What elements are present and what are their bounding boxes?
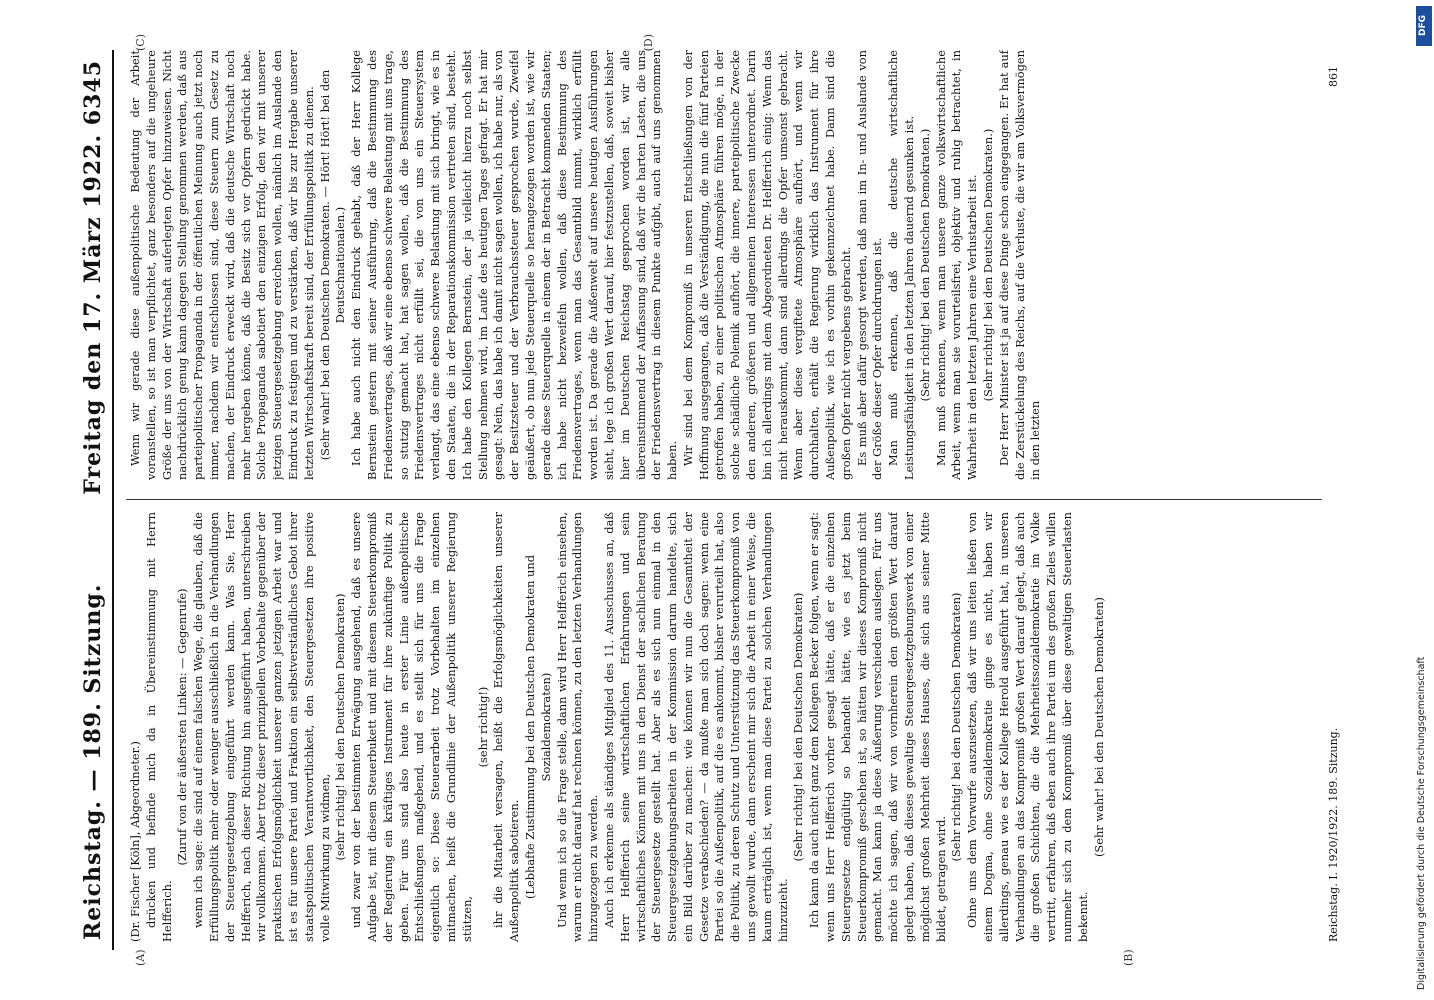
paragraph: Wenn wir gerade diese außenpolitische Bedeutung der Arbeit voranstellen, so ist man verpflichtet, ganz besonders auf die ungeheure Größe der uns von der Wirtschaft auferlegten Opfer hinzuweisen. Nicht nachdrücklich genug kann dagegen Stellung genommen werden, daß aus parteipolitischer Propaganda in der öffentlichen Meinung auch jetzt noch immer, nachdem wir entschlossen sind, diese Steuern zum Gesetz zu machen, der Eindruck erweckt wird, daß die deutsche Wirtschaft noch mehr hergeben könne, daß die Besitz sich vor Opfern gedrückt habe. Solche Propaganda sabotiert den einzigen Erfolg, den wir mit unserer jetzigen Steuergesetzgebung erreichen wollen, nämlich im Auslande den Eindruck zu festigen und zu verstärken, daß wir bis zur Hergabe unserer letzten Wirtschaftskraft bereit sind, der Erfüllungspolitik zu dienen. — [128, 50, 316, 480]
margin-marker-a: (A) — [134, 949, 147, 966]
paragraph: (Sehr richtig! bei den Deutschen Demokraten.) — [981, 128, 996, 402]
page-number: 861 — [1327, 66, 1340, 87]
running-header-left: Reichstag. — 189. Sitzung. — [80, 583, 106, 940]
digitization-caption-text: Digitalisierung gefördert durch die Deutsche Forschungsgemeinschaft — [1416, 656, 1427, 990]
document-page — [42, 30, 1392, 970]
paragraph: Ohne uns dem Vorwurfe auszusetzen, daß wir uns leiten ließen von einem Dogma, ohne Sozialdemokratie ginge es nicht, haben wir allerdings, genau wie es der Kollege Herold ausgeführt hat, in unseren Verhandlungen an das Kompromiß großen Wert darauf gelegt, daß auch die großen Schichten, die die Mehrheitssozialdemokratie im Volke vertritt, erfahren, daß eben auch ihre Partei um des großen Zieles willen nunmehr sich zu dem Kompromiß über diese gewaltigen Steuerlasten bekennt. — [965, 512, 1090, 942]
paragraph: und zwar von der bestimmten Erwägung ausgehend, daß es unsere Aufgabe ist, mit diesem Steuerbukett und mit diesem Steuerkompromiß der Regierung ein kräftiges Instrument für ihre zukünftige Politik zu geben. Für uns sind also heute in erster Linie außenpolitische Entschließungen maßgebend, und es stellt sich für uns die Frage eigentlich so: Diese Steuerarbeit trotz Vorbehalten im einzelnen mitmachen, heißt die Grundlinie der Außenpolitik unserer Regierung stützen, — [349, 512, 474, 942]
paragraph: (Sehr richtig! bei den Deutschen Demokraten.) — [917, 128, 932, 402]
paragraph: (Sehr wahr! bei den Deutschen Demokraten) — [1091, 597, 1106, 858]
paragraph: Und wenn ich so die Frage stelle, dann wird Herr Helfferich einsehen, warum er nicht darauf hat rechnen können, zu den letzten Verhandlungen hinzugezogen zu werden. — [554, 512, 601, 942]
paragraph: Ich kann da auch nicht ganz dem Kollegen Becker folgen, wenn er sagt: wenn uns Herr Helfferich vorher gesagt hätte, daß er die einzelnen Steuergesetze endgültig so behandelt hätte, wie es jetzt beim Steuerkompromiß geschehen ist, so hätten wir dieses Kompromiß nicht gemacht. Man kann ja diese Äußerung verschieden auslegen. Für uns möchte ich sagen, daß wir von vornherein den größten Wert darauf gelegt haben, daß dieses gewaltige Steuergesetzgebungswerk von einer möglichst großen Mehrheit dieses Hauses, die sich aus seiner Mitte bildet, getragen wird. — [807, 512, 948, 942]
paragraph: wenn ich sage: die sind auf einem falschen Wege, die glauben, daß die Erfüllungspolitik mehr oder weniger ausschließlich in die Verhandlungen der Steuergesetzgebung eingeführt werden kann. Was Sie, Herr Helfferich, nach dieser Richtung hin ausgeführt haben, unterschreiben wir vollkommen. Aber trotz dieser prinzipiellen Vorbehalte gegenüber der praktischen Erfolgsmöglichkeit unserer ganzen jetzigen Arbeit war und ist es für unsere Partei und Fraktion ein selbstverständliches Gebot ihrer staatspolitischen Verantwortlichkeit, den Steuergesetzen ihre positive volle Mitwirkung zu widmen, — [191, 512, 332, 942]
paragraph: (sehr richtig! bei den Deutschen Demokraten) — [333, 593, 348, 861]
paragraph: Der Herr Minister ist ja auf diese Dinge schon eingegangen. Er hat auf die Zerstückelung des Reichs, auf die Verluste, die wir am Volksvermögen in den letzten — [996, 50, 1043, 480]
paragraph: Wir sind bei dem Kompromiß in unseren Entschließungen von der Hoffnung ausgegangen, daß die Verständigung, die nun die fünf Parteien getroffen haben, zu einer politischen Atmosphäre führen möge, in der solche schädliche Polemik aufhört, die innere, parteipolitische Zwecke den anderen, größeren und allgemeinen Interessen unterordnet. Darin bin ich allerdings mit dem Abgeordneten Dr. Helfferich einig: Wenn das nicht herauskommt, dann sind allerdings die Opfer umsonst gebracht. Wenn aber diese vergiftete Atmosphäre aufhört, und wenn wir durchhalten, erhält die Regierung wirklich das Instrument für ihre Außenpolitik, wie ich es vorhin gekennzeichnet habe. Dann sind die großen Opfer nicht vergebens gebracht. — [680, 50, 853, 480]
header-rule — [112, 50, 114, 950]
paragraph: (Sehr wahr! bei den Deutschen Demokraten. — Hört! Hört! bei den Deutschnationalen.) — [317, 69, 348, 461]
margin-marker-c: (C) — [134, 34, 147, 51]
dfg-logo-text: DFG — [1418, 14, 1428, 36]
paragraph: (Sehr richtig! bei den Deutschen Demokraten) — [949, 592, 964, 862]
paragraph: (sehr richtig!) — [475, 686, 490, 768]
left-text-column — [128, 512, 1312, 942]
paragraph: Auch ich erkenne als ständiges Mitglied des 11. Ausschusses an, daß Herr Helfferich seine wirtschaftlichen Erfahrungen und sein wirtschaftliches Können mit uns in den Dienst der sachlichen Beratung der Steuergesetze gestellt hat. Aber als es sich nun einmal in den Steuergesetzgebungsarbeiten in der Kommission darum handelte, sich ein Bild darüber zu machen: wie können wir nun die Gesamtheit der Gesetze verabschieden? — da mußte man sich doch sagen: wenn eine Partei so die Außenpolitik, auf die es ankommt, bisher verurteilt hat, also die Politik, zu deren Schutz und Unterstützung das Steuerkompromiß von uns gewollt wurde, dann erscheint mir sich die Arbeit in einer Weise, die kaum erträglich ist, wenn man diese Partei zu solchen Verhandlungen hinzuzieht. — [601, 512, 790, 942]
running-header-right: Freitag den 17. März 1922. 6345 — [80, 60, 106, 495]
paragraph: (Zuruf von der äußersten Linken: — Gegenrufe) — [175, 588, 190, 866]
paragraph: Es muß aber dafür gesorgt werden, daß man im In- und Auslande von der Größe dieser Opfer durchdrungen ist. — [854, 50, 885, 480]
paragraph: drücken und befinde mich da in Übereinstimmung mit Herrn Helfferich. — [143, 512, 174, 942]
paragraph: Man muß erkennen, wenn man unsere ganze volkswirtschaftliche Arbeit, wenn man sie vorurteilsfrei, objektiv und ruhig betrachtet, in Wahrheit in den letzten Jahren eine Verlustarbeit ist. — [933, 50, 980, 480]
digitization-caption — [1416, 10, 1430, 990]
right-text-column — [128, 50, 1312, 480]
paragraph: Man muß erkennen, daß die deutsche wirtschaftliche Leistungsfähigkeit in den letzten Jahren dauernd gesunken ist. — [886, 50, 917, 480]
column-divider — [126, 499, 1322, 500]
paragraph: ihr die Mitarbeit versagen, heißt die Erfolgsmöglichkeiten unserer Außenpolitik sabotieren. — [491, 512, 522, 942]
margin-marker-d: (D) — [642, 34, 655, 52]
margin-marker-b: (B) — [1122, 949, 1135, 966]
paragraph: (Lebhafte Zustimmung bei den Deutschen Demokraten und Sozialdemokraten) — [522, 554, 553, 900]
paragraph: (Dr. Fischer [Köln], Abgeordneter.) — [128, 741, 142, 942]
paragraph: Ich habe auch nicht den Eindruck gehabt, daß der Herr Kollege Bernstein gestern mit seiner Ausführung, daß die Bestimmung des Friedensvertrages, daß wir eine ebenso schwere Belastung mit uns trage, so stutzig gemacht hat, hat sagen wollen, daß die Bestimmung des Friedensvertrages nicht erfüllt sei, die von uns ein Steuersystem verlangt, das eine ebenso schwere Belastung mit sich bringt, wie es in den Staaten, die in der Reparationskommission vertreten sind, besteht. Ich habe den Kollegen Bernstein, der ja vielleicht hierzu noch selbst Stellung nehmen wird, im Laufe des heutigen Tages gefragt. Er hat mir gesagt: Nein, das habe ich damit nicht sagen wollen, ich habe nur, als von der Besitzsteuer und der Verbrauchssteuer gesprochen wurde, Zweifel geäußert, ob nun jede Steuerquelle so herangezogen worden ist, wie wir gerade diese Steuerquelle in einem der in Betracht kommenden Staaten; ich habe nicht bezweifeln wollen, daß diese Bestimmung des Friedensvertrages, wenn man das Gesamtbild nimmt, wirklich erfüllt worden ist. Da gerade die Außenwelt auf unsere heutigen Ausführungen sieht, lege ich großen Wert darauf, hier festzustellen, daß, soweit bisher hier im Deutschen Reichstag gesprochen worden ist, wir alle übereinstimmend der Auffassung sind, daß wir die harten Lasten, die uns der Friedensvertrag in diesem Punkte aufgibt, auch auf uns genommen haben. — [349, 50, 680, 480]
paragraph: (Sehr richtig! bei den Deutschen Demokraten) — [791, 592, 806, 862]
footer-left: Reichstag. I. 1920/1922. 189. Sitzung. — [1327, 727, 1340, 942]
